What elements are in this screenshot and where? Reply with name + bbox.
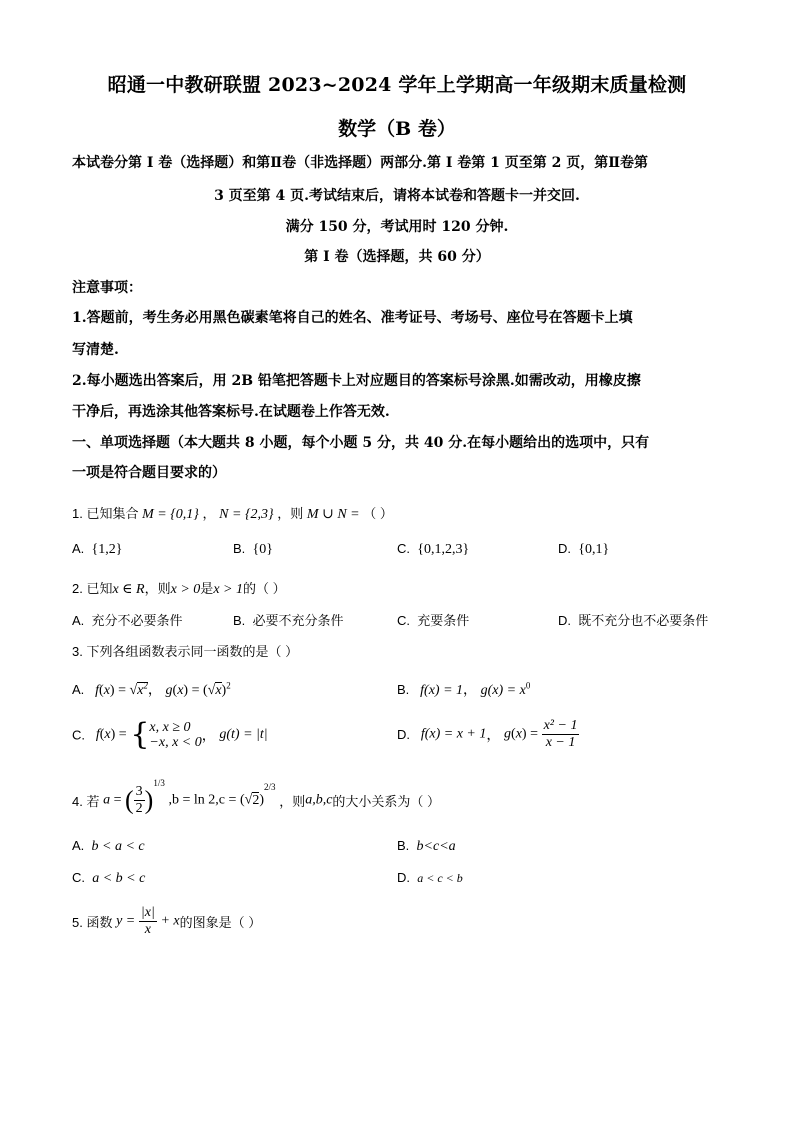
q1-set-m: M = {0,1} — [142, 507, 199, 522]
section-one-line-2: 一项是符合题目要求的） — [72, 465, 226, 481]
q2-option-d: D. 既不充分也不必要条件 — [558, 613, 709, 628]
notice-item-2-line-1: 2.每小题选出答案后，用 2B 铅笔把答题卡上对应题目的答案标号涂黑.如需改动，用橡皮擦 — [72, 373, 641, 389]
notice-item-1-line-2: 写清楚. — [72, 342, 119, 358]
q4-b-part: ,b = ln 2,c = — [168, 792, 237, 808]
notice-item-1-line-1: 1.答题前，考生务必用黑色碳素笔将自己的姓名、准考证号、考场号、座位号在答题卡上填 — [72, 310, 633, 326]
q4-exponent-a: 1/3 — [153, 778, 165, 788]
q1-ask: ，则 — [277, 506, 304, 521]
q3-c-case-1: x, x ≥ 0 — [149, 720, 191, 735]
q3-option-b: B. f(x) = 1， $g(x) = x^0$ — [397, 680, 531, 698]
exam-subtitle: 数学（B 卷） — [338, 118, 456, 140]
q3-d-g-numerator: x² − 1 — [543, 718, 578, 733]
q1-sep: ， — [202, 506, 216, 521]
question-5-stem: 5. 函数 y = $\frac{|x|}{x}$ + x的图象是（ ） — [72, 905, 262, 937]
q1-set-n: N = {2,3} — [219, 507, 274, 522]
q2-p: x > 0 — [170, 582, 201, 597]
question-2-stem: 2. 已知x ∈ R，则x > 0是x > 1的（ ） — [72, 581, 286, 597]
q4-option-c: C. a < b < c — [72, 870, 146, 886]
q1-option-c: C. {0,1,2,3} — [397, 541, 470, 557]
exam-title: 昭通一中教研联盟 2023~2024 学年上学期高一年级期末质量检测 — [107, 74, 687, 96]
q3-d-g-denominator: x − 1 — [545, 735, 576, 750]
part-one-heading: 第 I 卷（选择题，共 60 分） — [304, 249, 490, 265]
q2-option-c: C. 充要条件 — [397, 613, 470, 628]
q3-b-g: g(x) = x — [480, 683, 526, 698]
q1-union-expr: M ∪ N = — [306, 507, 360, 522]
score-line: 满分 150 分，考试用时 120 分钟. — [285, 219, 509, 235]
q1-option-d: D. {0,1} — [558, 541, 610, 557]
question-3-stem: 3. 下列各组函数表示同一函数的是（ ） — [72, 644, 299, 659]
q2-q: x > 1 — [213, 582, 243, 597]
q3-b-g-exponent: 0 — [525, 680, 531, 691]
notice-item-2-line-2: 干净后，再选涂其他答案标号.在试题卷上作答无效. — [72, 404, 390, 420]
q4-option-a: A. b < a < c — [72, 838, 145, 854]
q1-option-b: B. {0} — [233, 541, 273, 557]
q5-denominator: x — [144, 922, 151, 937]
q1-blank: （ ） — [363, 506, 393, 521]
notice-heading: 注意事项： — [72, 280, 142, 296]
q2-option-a: A. 充分不必要条件 — [72, 613, 183, 628]
q4-exponent-c: 2/3 — [264, 782, 276, 792]
q3-option-c: C. f(x) = { x, x ≥ 0 −x, x < 0 ， g(t) = |t| — [72, 717, 268, 752]
section-one-line-1: 一、单项选择题（本大题共 8 小题，每个小题 5 分，共 40 分.在每小题给出的选项中，只有 — [72, 435, 650, 451]
q3-option-d: D. f(x) = x + 1， g(x) = $\frac{\text{x² − 1}}{x - 1}$ — [397, 718, 578, 750]
q3-b-f: f(x) = 1 — [420, 683, 464, 698]
q4-option-d: D. a < c < b — [397, 870, 463, 885]
intro-line-1: 本试卷分第 I 卷（选择题）和第Ⅱ卷（非选择题）两部分.第 I 卷第 1 页至第 2 页，第Ⅱ卷第 — [72, 155, 649, 171]
q5-lhs: y = — [116, 913, 136, 929]
q2-condition: x ∈ R — [112, 582, 145, 597]
q1-option-a: A. {1,2} — [72, 541, 123, 557]
q2-option-b: B. 必要不充分条件 — [233, 613, 344, 628]
q1-prefix: 1. 已知集合 — [72, 506, 139, 521]
q3-option-a: A. $f(x) = √x^2$， $g(x) = (√x)^2$ — [72, 680, 231, 698]
q3-d-f: f(x) = x + 1 — [420, 726, 487, 742]
q5-rhs: + x — [160, 913, 180, 929]
q4-vars: a,b,c — [305, 792, 333, 808]
q3-c-case-2: −x, x < 0 — [149, 735, 202, 750]
q5-numerator: |x| — [140, 905, 155, 920]
q4-option-b: B. b<c<a — [397, 838, 456, 854]
q3-c-g: g(t) = |t| — [219, 727, 268, 742]
question-4-stem: 4. 若 a = ( $\frac{3}{2}$ )$^{1/3}$ $,b = \ln 2,c = (√2)^{2/3}$ ，则a,b,c的大小关系为（ ） — [72, 778, 441, 817]
intro-line-2: 3 页至第 4 页.考试结束后，请将本试卷和答题卡一并交回. — [214, 188, 580, 204]
question-1-stem — [72, 503, 393, 523]
